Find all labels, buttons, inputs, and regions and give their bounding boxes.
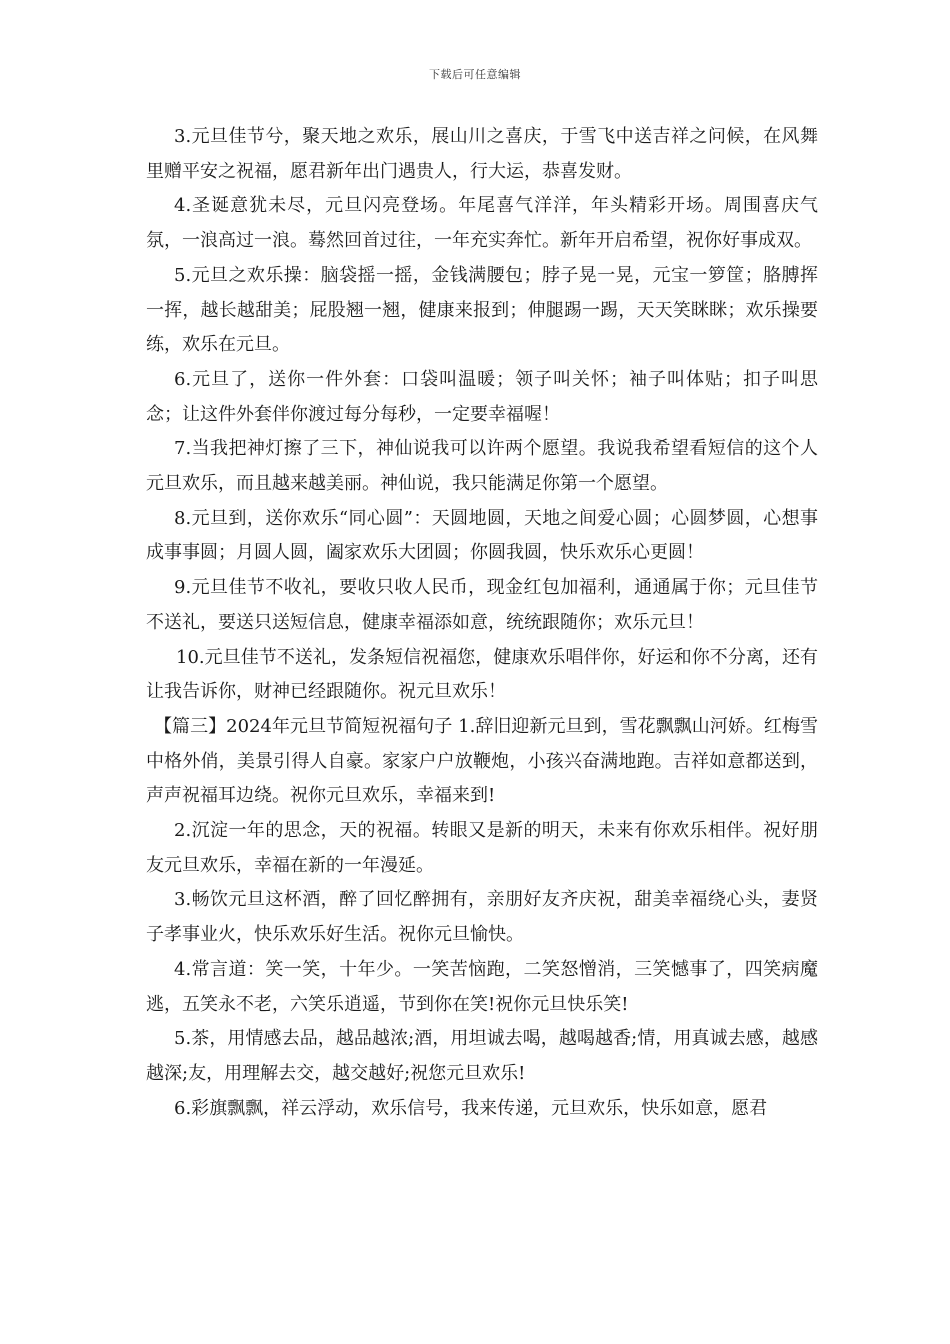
paragraph-8: 8.元旦到，送你欢乐“同心圆”：天圆地圆，天地之间爱心圆；心圆梦圆，心想事成事事圆；月圆人圆，阖家欢乐大团圆；你圆我圆，快乐欢乐心更圆！ [146, 507, 818, 564]
paragraph-10: 10.元旦佳节不送礼，发条短信祝福您，健康欢乐唱伴你，好运和你不分离，还有让我告诉你，财神已经跟随你。祝元旦欢乐！ [146, 646, 818, 703]
header-note: 下载后可任意编辑 [429, 68, 521, 81]
section-three-paragraph-6: 6.彩旗飘飘，祥云浮动，欢乐信号，我来传递，元旦欢乐，快乐如意，愿君 [174, 1097, 768, 1119]
paragraph-3: 3.元旦佳节兮，聚天地之欢乐，展山川之喜庆，于雪飞中送吉祥之问候，在风舞里赠平安之祝福，愿君新年出门遇贵人，行大运，恭喜发财。 [146, 126, 818, 182]
document-body [146, 120, 818, 1126]
section-three-paragraph-3: 3.畅饮元旦这杯酒，醉了回忆醉拥有，亲朋好友齐庆祝，甜美幸福绕心头，妻贤子孝事业火，快乐欢乐好生活。祝你元旦愉快。 [146, 889, 818, 946]
paragraph-4: 4.圣诞意犹未尽，元旦闪亮登场。年尾喜气洋洋，年头精彩开场。周围喜庆气氛，一浪高过一浪。蓦然回首过往，一年充实奔忙。新年开启希望，祝你好事成双。 [146, 195, 818, 252]
paragraph-5: 5.元旦之欢乐操：脑袋摇一摇，金钱满腰包；脖子晃一晃，元宝一箩筐；胳膊挥一挥，越长越甜美；屁股翘一翘，健康来报到；伸腿踢一踢，天天笑眯眯；欢乐操要练，欢乐在元旦。 [146, 264, 818, 356]
section-three-paragraph-2: 2.沉淀一年的思念，天的祝福。转眼又是新的明天，未来有你欢乐相伴。祝好朋友元旦欢乐，幸福在新的一年漫延。 [146, 820, 818, 876]
paragraph-7: 7.当我把神灯擦了三下，神仙说我可以许两个愿望。我说我希望看短信的这个人元旦欢乐，而且越来越美丽。神仙说，我只能满足你第一个愿望。 [146, 438, 818, 495]
paragraph-6: 6.元旦了，送你一件外套：口袋叫温暖；领子叫关怀；袖子叫体贴；扣子叫思念；让这件外套伴你渡过每分每秒，一定要幸福喔！ [146, 368, 818, 425]
section-three-heading-paragraph: 【篇三】2024年元旦节简短祝福句子 1.辞旧迎新元旦到，雪花飘飘山河娇。红梅雪中格外俏，美景引得人自豪。家家户户放鞭炮，小孩兴奋满地跑。吉祥如意都送到，声声祝福耳边绕。祝你元旦欢乐，幸福来到! [146, 715, 818, 807]
section-three-paragraph-5: 5.茶，用情感去品，越品越浓;酒，用坦诚去喝，越喝越香;情，用真诚去感，越感越深;友，用理解去交，越交越好;祝您元旦欢乐! [146, 1028, 818, 1084]
section-three-paragraph-4: 4.常言道：笑一笑，十年少。一笑苦恼跑，二笑怒憎消，三笑憾事了，四笑病魔逃，五笑永不老，六笑乐逍遥，节到你在笑!祝你元旦快乐笑! [146, 958, 818, 1015]
paragraph-9: 9.元旦佳节不收礼，要收只收人民币，现金红包加福利，通通属于你；元旦佳节不送礼，要送只送短信息，健康幸福添如意，统统跟随你；欢乐元旦！ [146, 577, 818, 633]
